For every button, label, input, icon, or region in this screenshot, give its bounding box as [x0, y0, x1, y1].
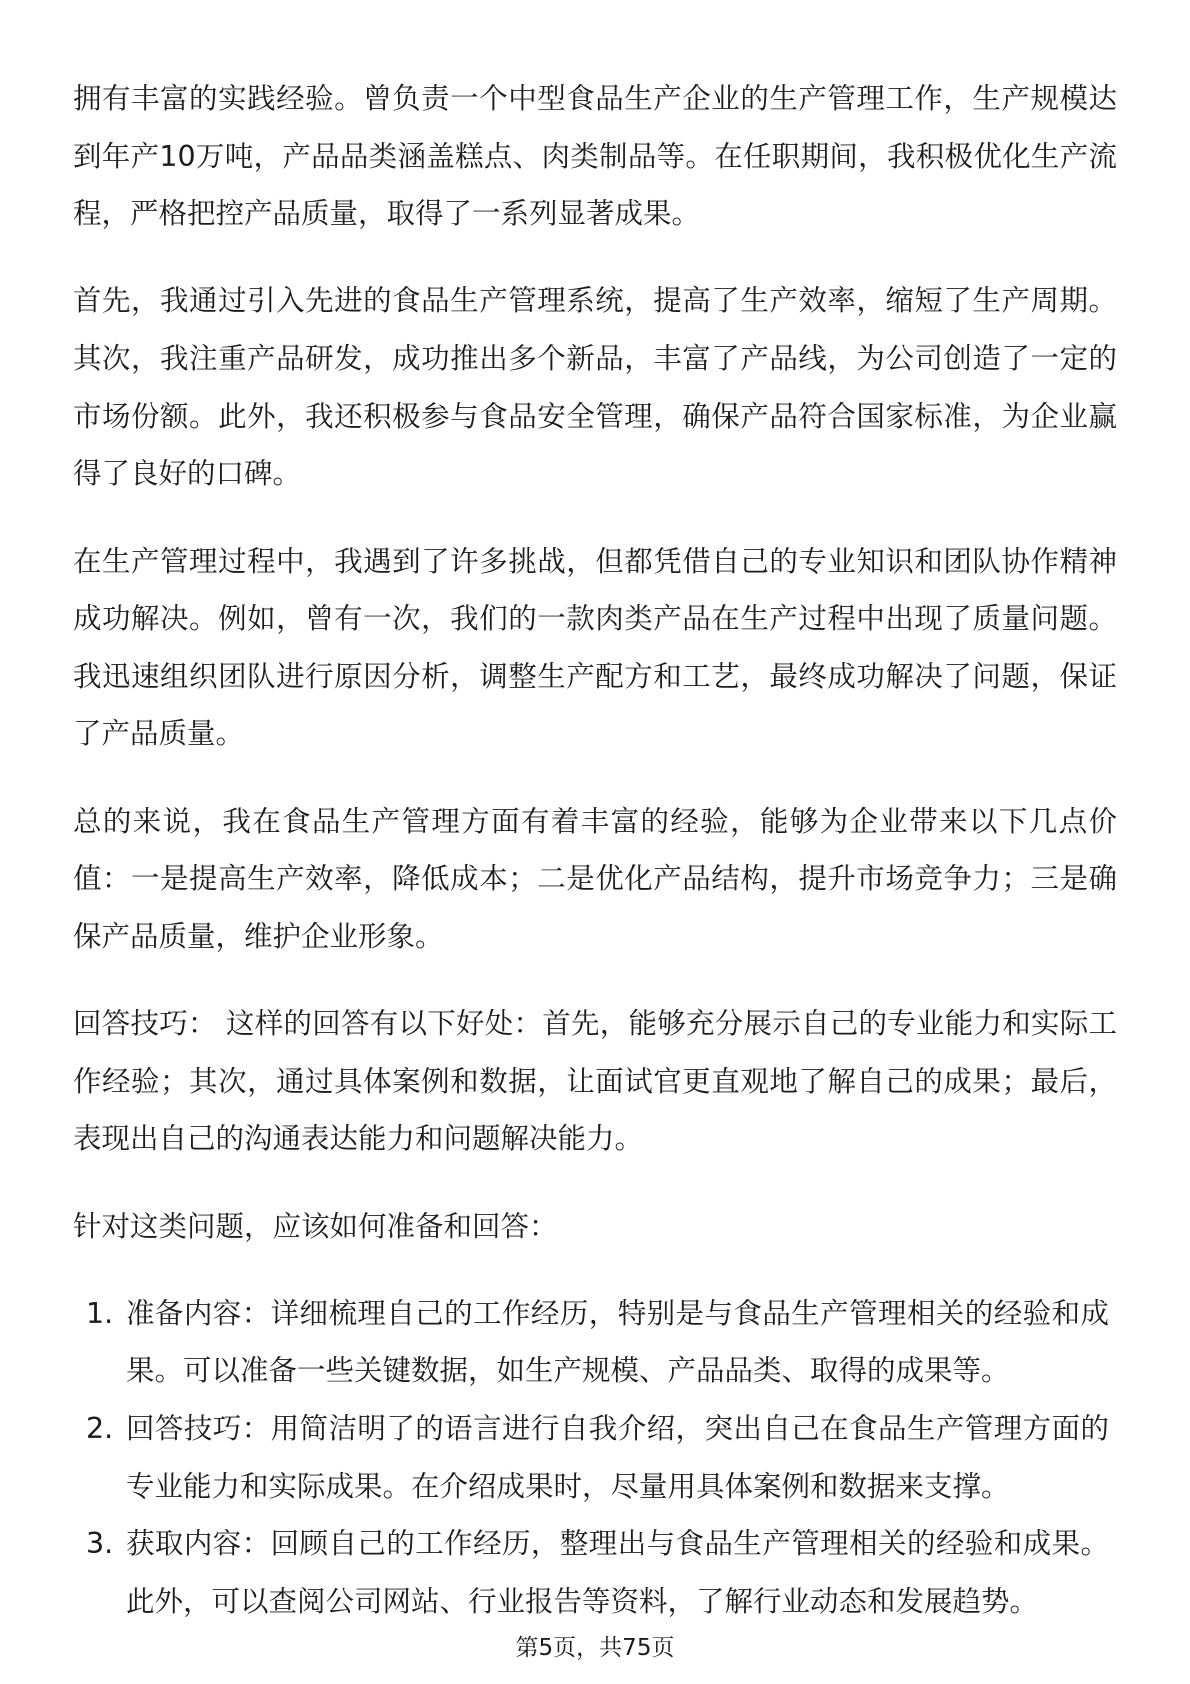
paragraph-line: 首先，我通过引入先进的食品生产管理系统，提高了生产效率，缩短了生产周期。	[73, 284, 1117, 318]
list-item-line: 回答技巧：用简洁明了的语言进行自我介绍，突出自己在食品生产管理方面的	[126, 1412, 1109, 1445]
list-item-line: 此外，可以查阅公司网站、行业报告等资料，了解行业动态和发展趋势。	[126, 1584, 1039, 1618]
list-item-line: 准备内容：详细梳理自己的工作经历，特别是与食品生产管理相关的经验和成	[126, 1296, 1109, 1330]
paragraph-line: 保产品质量，维护企业形象。	[73, 919, 444, 953]
list-item-number: 2.	[86, 1412, 114, 1445]
paragraph-line: 了产品质量。	[73, 717, 245, 751]
document-body	[73, 70, 1117, 1630]
list-item-number: 3.	[86, 1527, 114, 1561]
list-item-line: 专业能力和实际成果。在介绍成果时，尽量用具体案例和数据来支撑。	[126, 1469, 1010, 1503]
paragraph-answer-tips	[73, 995, 1117, 1168]
paragraph-line: 作经验；其次，通过具体案例和数据，让面试官更直观地了解自己的成果；最后，	[73, 1064, 1117, 1098]
paragraph-line: 回答技巧： 这样的回答有以下好处：首先，能够充分展示自己的专业能力和实际工	[73, 1007, 1117, 1041]
paragraph-line: 程，严格把控产品质量，取得了一系列显著成果。	[73, 197, 701, 231]
list-item	[73, 1400, 1117, 1515]
paragraph-line: 针对这类问题，应该如何准备和回答：	[73, 1209, 558, 1243]
paragraph-line: 总的来说，我在食品生产管理方面有着丰富的经验，能够为企业带来以下几点价	[73, 804, 1117, 838]
paragraph-experience	[73, 70, 1117, 243]
paragraph-question-intro	[73, 1198, 1117, 1256]
paragraph-line: 市场份额。此外，我还积极参与食品安全管理，确保产品符合国家标准，为企业赢	[73, 399, 1117, 433]
paragraph-line: 到年产10万吨，产品品类涵盖糕点、肉类制品等。在任职期间，我积极优化生产流	[73, 139, 1117, 173]
paragraph-line: 其次，我注重产品研发，成功推出多个新品，丰富了产品线，为公司创造了一定的	[73, 342, 1117, 376]
paragraph-line: 我迅速组织团队进行原因分析，调整生产配方和工艺，最终成功解决了问题，保证	[73, 659, 1117, 693]
list-item	[73, 1285, 1117, 1400]
paragraph-line: 成功解决。例如，曾有一次，我们的一款肉类产品在生产过程中出现了质量问题。	[73, 602, 1117, 636]
paragraph-line: 在生产管理过程中，我遇到了许多挑战，但都凭借自己的专业知识和团队协作精神	[73, 544, 1117, 578]
paragraph-line: 表现出自己的沟通表达能力和问题解决能力。	[73, 1122, 644, 1156]
list-item-line: 获取内容：回顾自己的工作经历，整理出与食品生产管理相关的经验和成果。	[126, 1527, 1109, 1561]
list-item	[73, 1515, 1117, 1630]
paragraph-line: 拥有丰富的实践经验。曾负责一个中型食品生产企业的生产管理工作，生产规模达	[73, 82, 1117, 115]
paragraph-achievements	[73, 272, 1117, 502]
list-item-number: 1.	[86, 1296, 114, 1330]
paragraph-line: 得了良好的口碑。	[73, 457, 302, 491]
list-item-line: 果。可以准备一些关键数据，如生产规模、产品品类、取得的成果等。	[126, 1354, 1010, 1388]
page-number-footer: 第5页，共75页	[515, 1635, 675, 1661]
paragraph-challenges	[73, 533, 1117, 763]
paragraph-line: 值：一是提高生产效率，降低成本；二是优化产品结构，提升市场竞争力；三是确	[73, 862, 1117, 896]
numbered-list	[73, 1285, 1117, 1631]
paragraph-summary	[73, 793, 1117, 966]
